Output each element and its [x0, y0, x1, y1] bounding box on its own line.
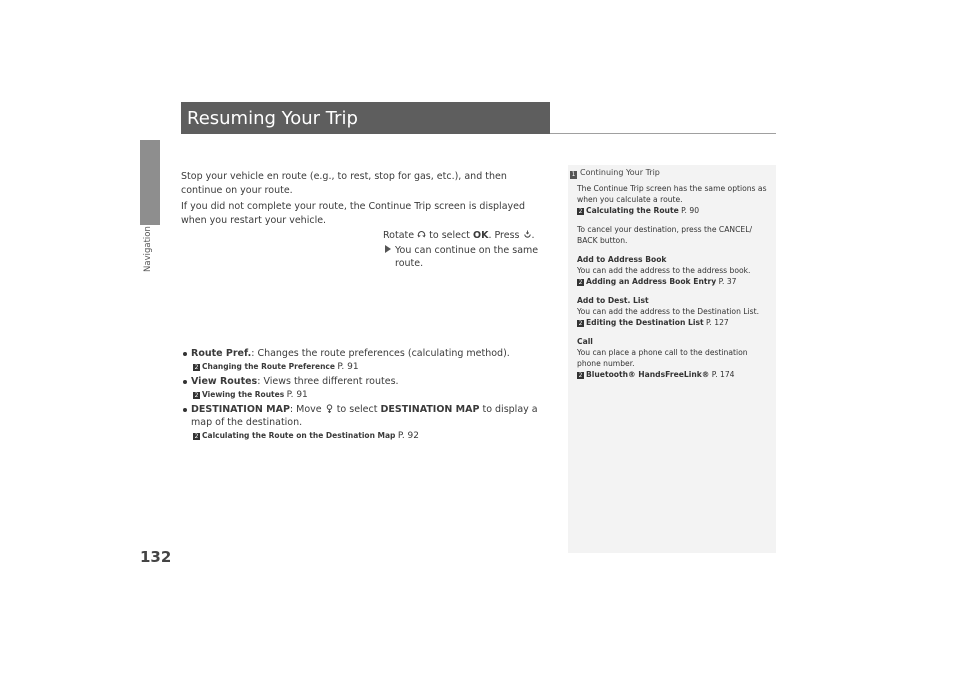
reference-title: Adding an Address Book Entry: [586, 277, 717, 286]
sidebar-section-text: You can place a phone call to the destination phone number.: [577, 348, 748, 368]
reference-title: Calculating the Route on the Destination Map: [202, 431, 396, 440]
reference-title: Bluetooth® HandsFreeLink®: [586, 370, 710, 379]
reference-arrow-icon: 2: [194, 433, 199, 440]
cross-reference[interactable]: [193, 362, 359, 372]
list-item: [183, 347, 553, 360]
step-press-text: . Press: [488, 230, 520, 241]
page-number: 132: [140, 548, 172, 566]
bullet-icon: [183, 380, 187, 384]
reference-title: Viewing the Routes: [202, 390, 285, 399]
sidebar-note: [568, 165, 776, 553]
page-title: Resuming Your Trip: [187, 108, 358, 129]
option-desc: : Changes the route preferences (calculating method).: [251, 348, 510, 359]
step-rotate-text: Rotate: [383, 230, 415, 241]
option-term: View Routes: [191, 376, 258, 387]
result-arrow-icon: [385, 245, 391, 253]
reference-arrow-icon: 2: [578, 372, 583, 379]
option-term: DESTINATION MAP: [191, 404, 290, 415]
reference-title: Editing the Destination List: [586, 318, 704, 327]
reference-page: P. 92: [397, 431, 420, 441]
sidebar-intro: [577, 183, 773, 216]
sidebar-section: [577, 254, 773, 287]
title-rule: [550, 133, 776, 134]
sidebar-heading: [570, 168, 660, 179]
reference-arrow-icon: 2: [194, 364, 199, 371]
step-ok-label: OK: [473, 230, 489, 241]
sidebar-ref[interactable]: [577, 370, 735, 379]
option-desc-mid: to select: [336, 404, 378, 415]
sidebar-section: [577, 295, 773, 328]
reference-arrow-icon: 2: [194, 392, 199, 399]
reference-arrow-icon: 2: [578, 279, 583, 286]
sidebar-section-title: Add to Dest. List: [577, 296, 649, 305]
sidebar-intro-text: The Continue Trip screen has the same options as when you calculate a route.: [577, 184, 767, 204]
list-item: [183, 403, 553, 429]
step-select-text: to select: [429, 230, 470, 241]
step-result-text: You can continue on the same route.: [395, 245, 539, 269]
option-desc: : Views three different routes.: [257, 376, 399, 387]
reference-arrow-icon: 2: [578, 320, 583, 327]
cross-reference[interactable]: [193, 431, 419, 441]
sidebar-ref[interactable]: [577, 277, 737, 286]
reference-page: P. 90: [681, 206, 700, 215]
reference-arrow-icon: 2: [578, 208, 583, 215]
option-desc-term: DESTINATION MAP: [380, 404, 480, 415]
step-end: .: [531, 230, 535, 241]
note-marker-icon: 1: [571, 171, 576, 178]
sidebar-ref[interactable]: [577, 318, 729, 327]
reference-page: P. 37: [718, 277, 737, 286]
interface-dial-press-icon: [523, 230, 532, 239]
cross-reference[interactable]: [193, 390, 308, 400]
sidebar-section: [577, 336, 773, 380]
list-item: [183, 375, 553, 388]
sidebar-section-title: Call: [577, 337, 593, 346]
interface-dial-move-icon: [325, 404, 334, 413]
reference-page: P. 127: [706, 318, 729, 327]
sidebar-ref[interactable]: [577, 206, 699, 215]
intro-paragraph: Stop your vehicle en route (e.g., to rest, stop for gas, etc.), and then continue on your route.: [181, 171, 507, 196]
sidebar-section-text: You can add the address to the address book.: [577, 266, 751, 275]
sidebar-section-text: You can add the address to the Destination List.: [577, 307, 759, 316]
sidebar-heading-text: Continuing Your Trip: [580, 168, 660, 177]
bullet-icon: [183, 408, 187, 412]
title-bar: [181, 102, 550, 134]
step-result: [385, 244, 545, 270]
bullet-icon: [183, 352, 187, 356]
reference-title: Changing the Route Preference: [202, 362, 335, 371]
reference-page: P. 91: [337, 362, 359, 372]
reference-page: P. 174: [711, 370, 735, 379]
reference-title: Calculating the Route: [586, 206, 679, 215]
option-desc-pre: : Move: [289, 404, 322, 415]
option-desc-post: to display a map of the destination.: [191, 404, 538, 428]
continue-trip-paragraph: If you did not complete your route, the Continue Trip screen is displayed when you restart your vehicle.: [181, 201, 526, 226]
interface-dial-rotate-icon: [417, 230, 426, 239]
section-label: Navigation: [143, 226, 153, 272]
step-instruction: [383, 229, 553, 242]
section-tab: [140, 140, 160, 225]
sidebar-cancel-note: To cancel your destination, press the CANCEL/ BACK button.: [577, 225, 752, 245]
sidebar-section-title: Add to Address Book: [577, 255, 667, 264]
option-term: Route Pref.: [191, 348, 252, 359]
reference-page: P. 91: [286, 390, 308, 400]
